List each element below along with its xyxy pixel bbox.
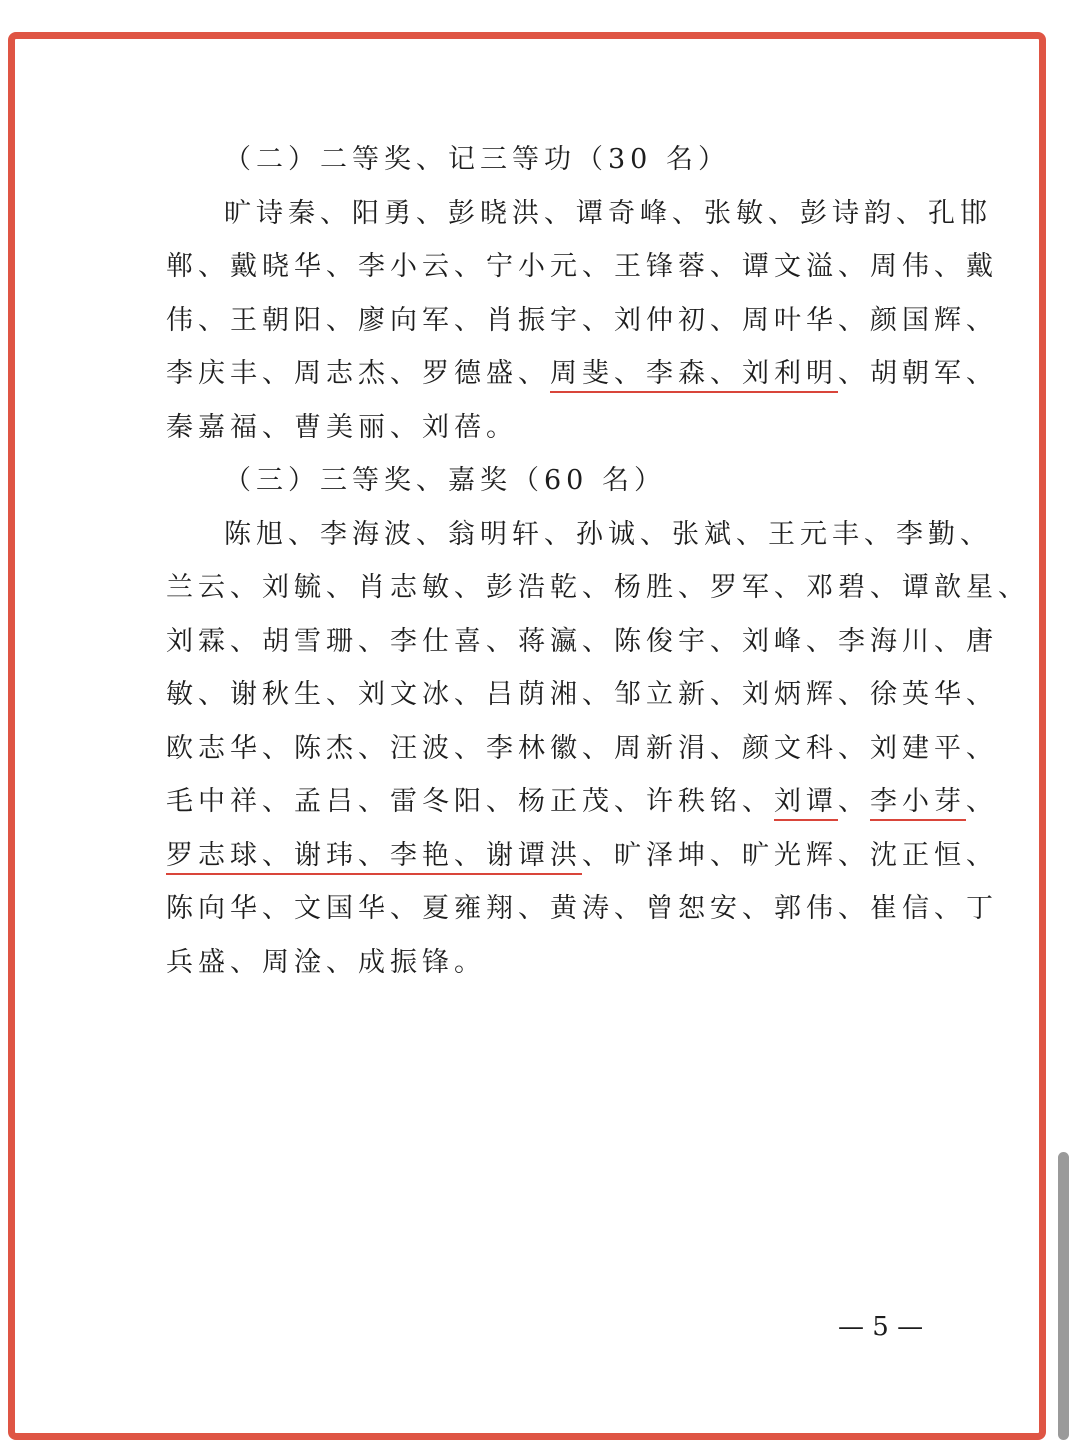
- section-2-line: [166, 194, 992, 248]
- section-2-line: [166, 301, 998, 355]
- section-2-name-list: [166, 194, 998, 462]
- names-text: 兰云、刘毓、肖志敏、彭浩乾、杨胜、罗军、邓碧、谭歆星、: [166, 572, 1030, 603]
- page-number: — 5 —: [838, 1312, 924, 1342]
- section-3-name-list: [166, 515, 1030, 997]
- names-text: 伟、王朝阳、廖向军、肖振宇、刘仲初、周叶华、颜国辉、: [166, 304, 998, 336]
- section-3-line: [166, 675, 998, 729]
- names-text: 郸、戴晓华、李小云、宁小元、王锋蓉、谭文溢、周伟、戴: [166, 251, 998, 282]
- section-3-heading: （三）三等奖、嘉奖（60 名）: [224, 465, 666, 496]
- names-text: 陈向华、文国华、夏雍翔、黄涛、曾恕安、郭伟、崔信、丁: [166, 893, 998, 924]
- section-2-heading: （二）二等奖、记三等功（30 名）: [224, 144, 730, 175]
- section-3-line: [166, 782, 998, 836]
- names-text: 毛中祥、孟吕、雷冬阳、杨正茂、许秩铭、: [166, 786, 774, 817]
- section-3-line: [166, 568, 1030, 622]
- underlined-names: 周斐、李森、刘利明: [550, 358, 838, 389]
- underlined-names: 罗志球、谢玮、李艳、谢谭洪: [166, 839, 582, 871]
- names-text: 旷诗秦、阳勇、彭晓洪、谭奇峰、张敏、彭诗韵、孔邯: [224, 197, 992, 229]
- section-3-line: [166, 622, 998, 676]
- names-text: 秦嘉福、曹美丽、刘蓓。: [166, 411, 518, 443]
- underlined-names: 李小芽: [870, 786, 966, 817]
- names-text: 李庆丰、周志杰、罗德盛、: [166, 358, 550, 389]
- section-3-line: [166, 515, 992, 569]
- scrollbar-thumb[interactable]: [1058, 1152, 1069, 1440]
- names-text: 陈旭、李海波、翁明轩、孙诚、张斌、王元丰、李勤、: [224, 518, 992, 550]
- section-3-line: [166, 729, 998, 783]
- names-text: 欧志华、陈杰、汪波、李林徽、周新涓、颜文科、刘建平、: [166, 732, 998, 764]
- names-text: 、: [838, 786, 870, 817]
- section-3-line: [166, 943, 918, 997]
- names-text: 、: [966, 786, 998, 817]
- section-2-line: [166, 247, 998, 301]
- names-text: 兵盛、周淦、成振锋。: [166, 946, 486, 978]
- underlined-names: 刘谭: [774, 786, 838, 817]
- names-text: 敏、谢秋生、刘文冰、吕荫湘、邹立新、刘炳辉、徐英华、: [166, 679, 998, 710]
- section-2-line: [166, 408, 918, 462]
- names-text: 刘霖、胡雪珊、李仕喜、蒋瀛、陈俊宇、刘峰、李海川、唐: [166, 625, 998, 657]
- section-2-line: [166, 354, 998, 408]
- section-3-line: [166, 889, 998, 943]
- names-text: 、旷泽坤、旷光辉、沈正恒、: [582, 839, 998, 871]
- section-3-line: [166, 836, 998, 890]
- document-body: [166, 140, 1030, 996]
- names-text: 、胡朝军、: [838, 358, 998, 389]
